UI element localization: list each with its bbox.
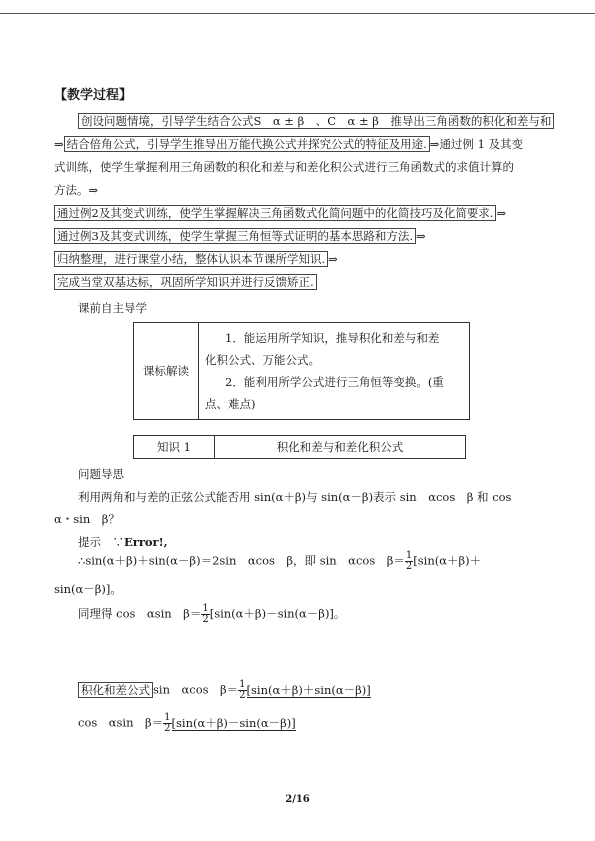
arrow: ⇒ bbox=[54, 137, 64, 151]
process-line-8: 完成当堂双基达标，巩固所学知识并进行反馈矫正. bbox=[54, 274, 317, 290]
process-line-3: 式训练，使学生掌握利用三角函数的积化和差与和差化积公式进行三角函数式的求值计算的 bbox=[54, 160, 514, 174]
hint-derivation-1: ∴sin(α＋β)＋sin(α－β)＝2sin αcos β，即 sin αcos β＝ $\frac{1}{2}$ [sin(α＋β)＋ bbox=[78, 550, 482, 572]
curriculum-table bbox=[133, 322, 470, 420]
header-rule bbox=[0, 13, 595, 14]
process-line-5: 通过例2及其变式训练，使学生掌握解决三角函数式化简问题中的化简技巧及化简要求. ⇒ bbox=[54, 205, 506, 221]
formula-line-1: 积化和差公式 sin αcos β＝ $\frac{1}{2}$ [sin(α＋β)＋sin(α－β)] bbox=[78, 680, 371, 701]
arrow: ⇒ bbox=[429, 137, 440, 151]
process-line-2: ⇒ 结合倍角公式，引导学生推导出万能代换公式并探究公式的特征及用途. ⇒通过例 1 及其变 bbox=[54, 137, 524, 151]
formula-line-2: cos αsin β＝ $\frac{1}{2}$ [sin(α＋β)－sin(α－β)] bbox=[78, 712, 296, 734]
curriculum-label: 课标解读 bbox=[134, 323, 199, 420]
arrow: ⇒ bbox=[415, 229, 426, 243]
process-line-6: 通过例3及其变式训练，使学生掌握三角恒等式证明的基本思路和方法. ⇒ bbox=[54, 228, 426, 244]
curriculum-content: 1．能运用所学知识，推导积化和差与和差 化积公式、万能公式。 2．能利用所学公式进行三角恒等变换。(重 点、难点) bbox=[199, 323, 470, 420]
process-line-1: 创设问题情境，引导学生结合公式S α ± β 、C α ± β 推导出三角函数的积化和差与和 bbox=[78, 113, 554, 129]
hint-derivation-3: 同理得 cos αsin β＝ $\frac{1}{2}$ [sin(α＋β)－sin(α－β)]。 bbox=[78, 603, 346, 625]
question-text-2: α・sin β？ bbox=[54, 512, 120, 526]
preview-title: 课前自主导学 bbox=[78, 301, 147, 315]
error-text: Error! bbox=[124, 535, 164, 549]
knowledge-title: 积化和差与和差化积公式 bbox=[215, 436, 466, 459]
knowledge-table bbox=[133, 435, 466, 459]
fraction-half: $\frac{1}{2}$ bbox=[164, 712, 171, 734]
process-line-4: 方法。⇒ bbox=[54, 183, 99, 197]
fraction-half: $\frac{1}{2}$ bbox=[202, 603, 209, 625]
page-number: 2/16 bbox=[285, 794, 310, 805]
fraction-half: $\frac{1}{2}$ bbox=[239, 679, 246, 701]
hint-label: 提示 bbox=[78, 535, 101, 549]
question-text-1: 利用两角和与差的正弦公式能否用 sin(α＋β)与 sin(α－β)表示 sin αcos β 和 cos bbox=[78, 490, 512, 504]
arrow: ⇒ bbox=[88, 183, 99, 197]
section-heading: 【教学过程】 bbox=[54, 88, 133, 103]
fraction-half: $\frac{1}{2}$ bbox=[405, 550, 413, 572]
process-line-7: 归纳整理，进行课堂小结，整体认识本节课所学知识. ⇒ bbox=[54, 251, 338, 267]
question-title: 问题导思 bbox=[78, 467, 124, 481]
formula-label: 积化和差公式 bbox=[78, 682, 153, 698]
arrow: ⇒ bbox=[496, 206, 507, 220]
hint-line: 提示 ∵Error!, bbox=[78, 535, 168, 549]
arrow: ⇒ bbox=[328, 252, 338, 266]
knowledge-label: 知识 1 bbox=[134, 436, 215, 459]
hint-derivation-2: sin(α－β)]。 bbox=[54, 582, 122, 596]
